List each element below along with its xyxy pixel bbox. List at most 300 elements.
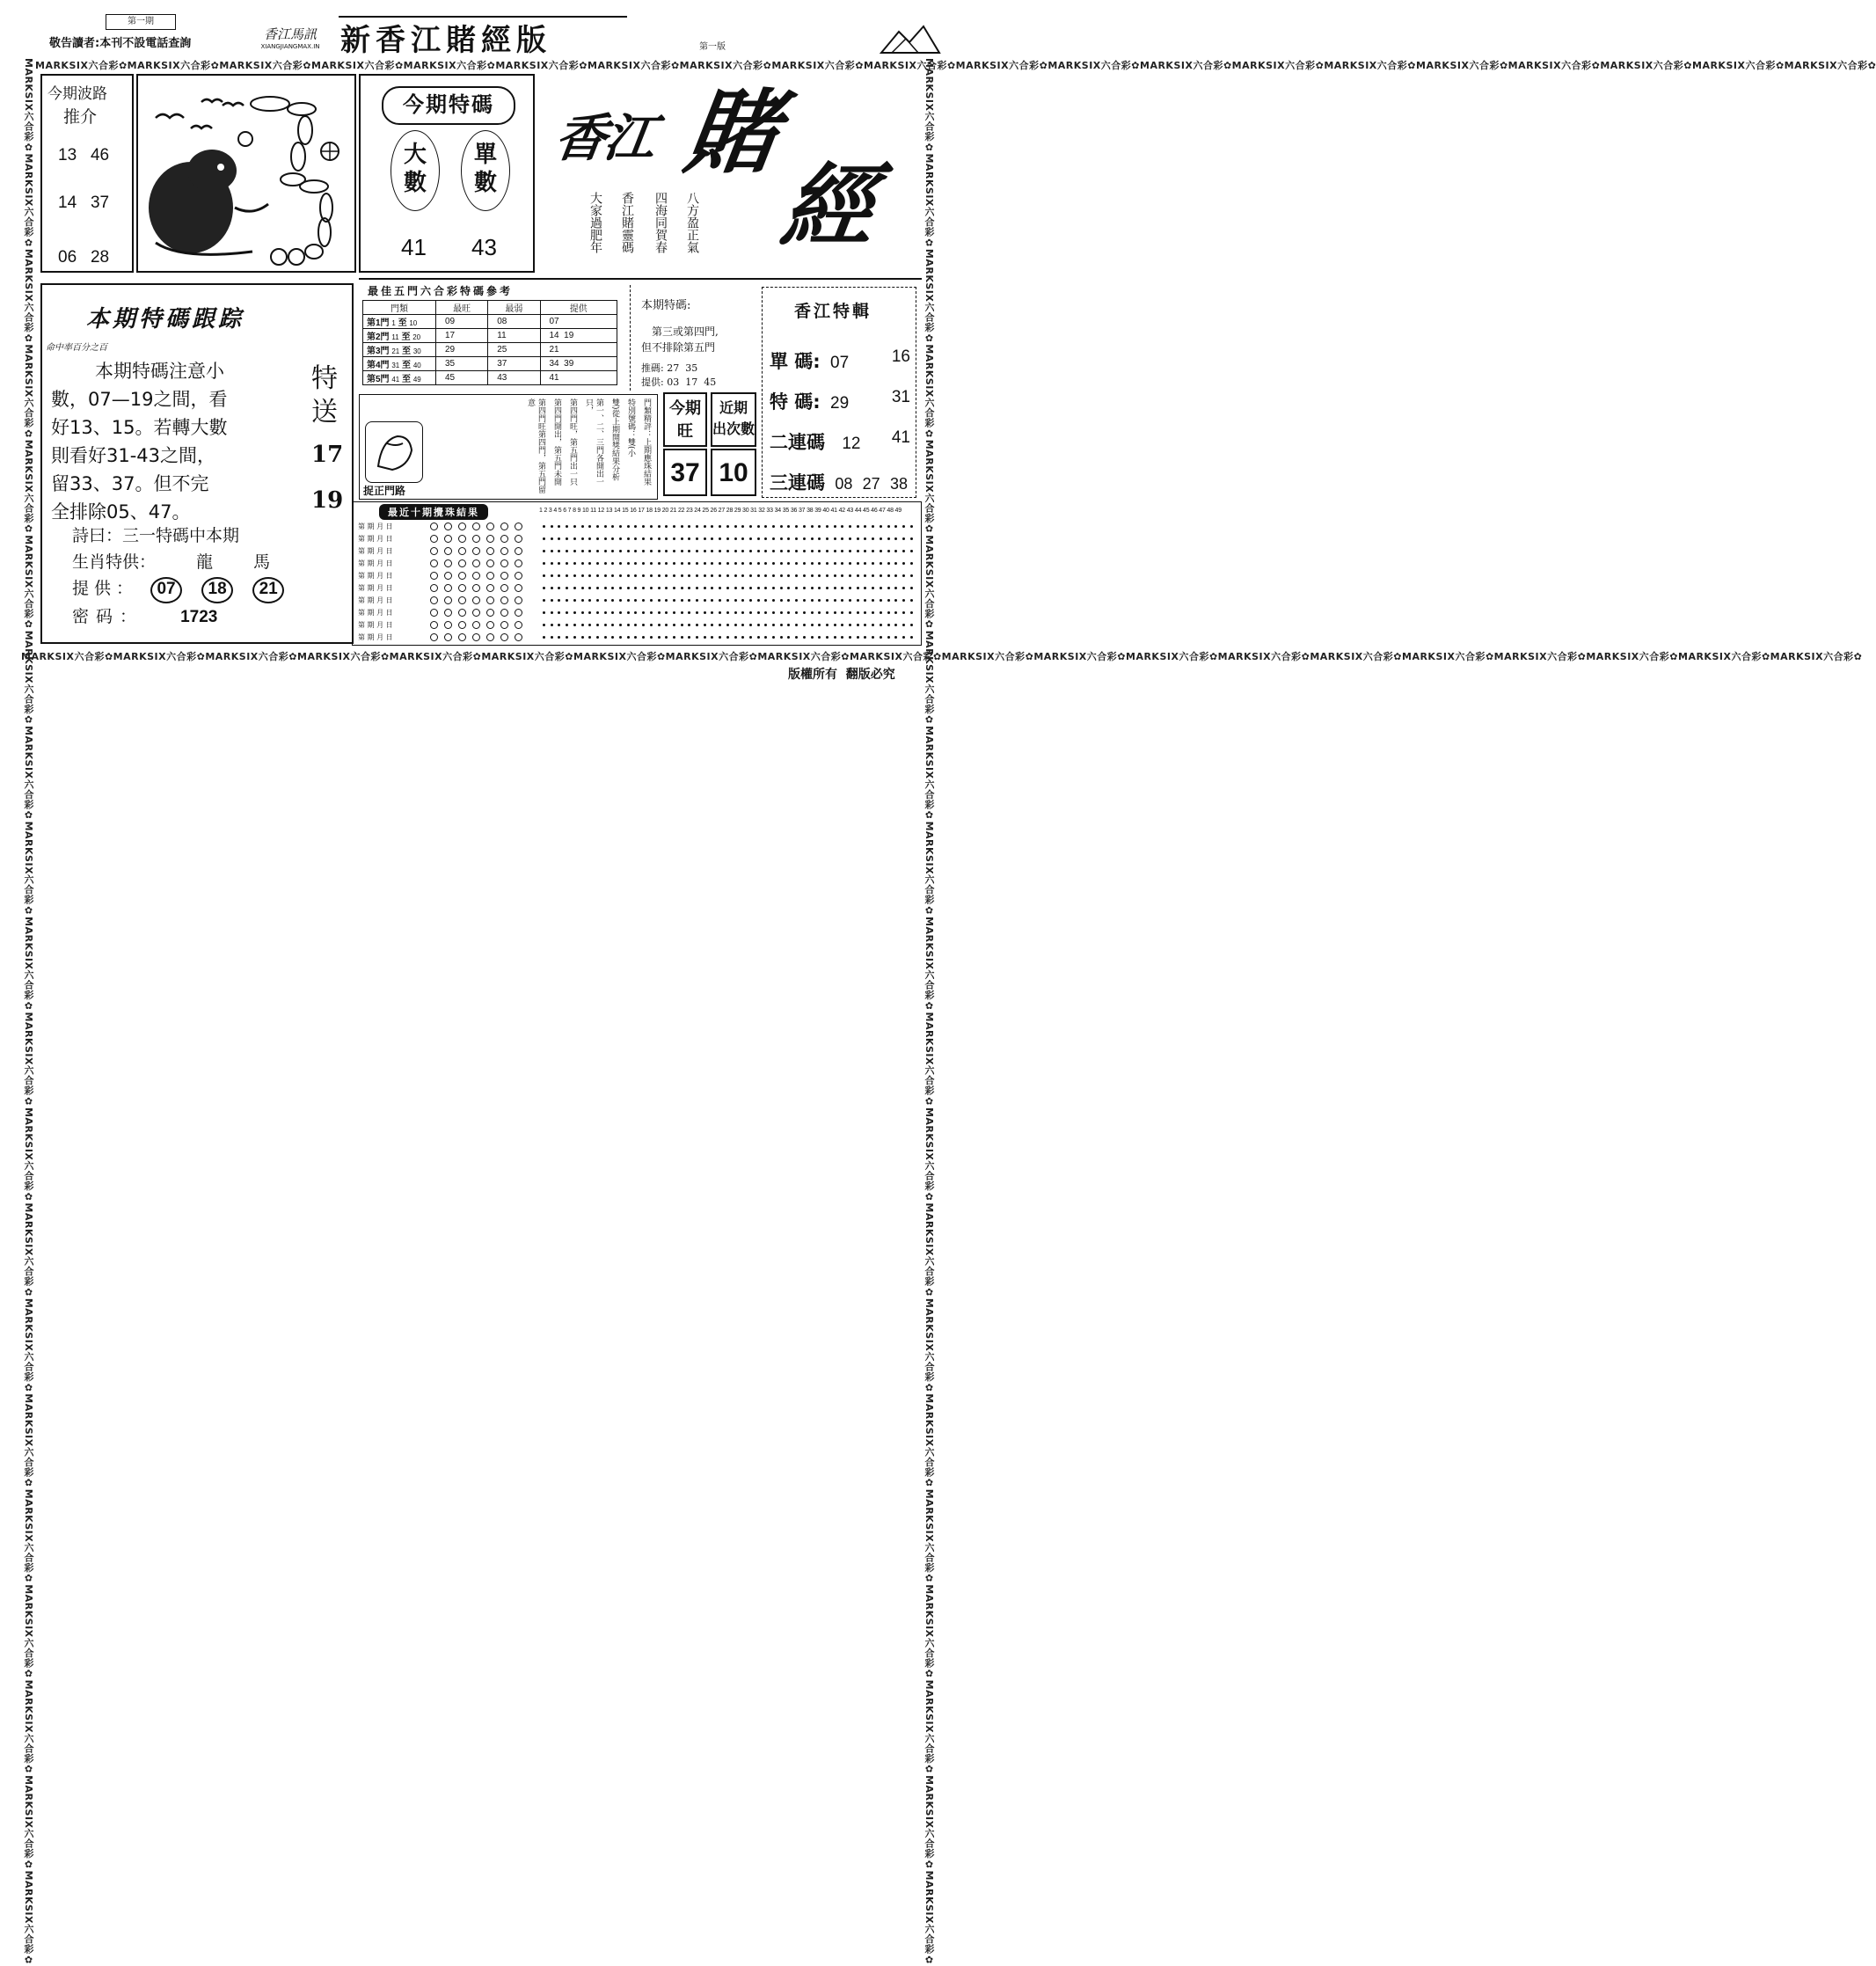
grid-dot (780, 550, 783, 552)
grid-dot (619, 636, 622, 639)
ball-ring (458, 523, 466, 530)
grid-dot (818, 574, 821, 577)
grid-dot (841, 525, 843, 528)
grid-dot (764, 587, 767, 589)
record-row-label: 第 期 月 日 (358, 559, 393, 567)
grid-dot (681, 537, 683, 540)
grid-dot (581, 624, 584, 626)
grid-dot (588, 611, 591, 614)
grid-dot (627, 574, 630, 577)
special-edition-panel (762, 287, 916, 498)
grid-dot (665, 537, 668, 540)
ball-ring (500, 559, 508, 567)
ball-ring (430, 596, 438, 604)
grid-dot (749, 574, 752, 577)
grid-dot (764, 550, 767, 552)
grid-dot (726, 599, 729, 602)
grid-dot (880, 562, 882, 565)
grid-dot (604, 574, 607, 577)
grid-dot (696, 636, 698, 639)
track-line: 全排除05、47。 (51, 501, 191, 523)
grid-dot (696, 599, 698, 602)
grid-dot (551, 599, 553, 602)
track-body (51, 357, 315, 526)
grid-dot (872, 574, 874, 577)
grid-dot (826, 562, 829, 565)
grid-dot (734, 525, 737, 528)
grid-dot (634, 611, 637, 614)
grid-dot (902, 587, 905, 589)
grid-dot (734, 574, 737, 577)
ball-ring (444, 596, 452, 604)
grid-dot (719, 611, 721, 614)
ball-ring (444, 633, 452, 641)
grid-dot (581, 550, 584, 552)
record-row-label: 第 期 月 日 (358, 596, 393, 604)
grid-dot (849, 599, 851, 602)
grid-dot (681, 562, 683, 565)
grid-dot (558, 624, 560, 626)
ball-ring (472, 547, 480, 555)
grid-dot (642, 550, 645, 552)
grid-dot (681, 611, 683, 614)
ball-ring (430, 523, 438, 530)
grid-dot (864, 562, 866, 565)
grid-dot (688, 537, 690, 540)
grid-dot (902, 599, 905, 602)
grid-dot (749, 537, 752, 540)
ball-ring (515, 609, 522, 617)
grid-dot (734, 599, 737, 602)
col-header: 提供 (540, 301, 617, 315)
grid-dot (719, 587, 721, 589)
grid-dot (673, 574, 675, 577)
grid-dot (696, 562, 698, 565)
grid-dot (795, 550, 798, 552)
wave-row-2: 14 37 (58, 194, 110, 212)
grid-dot (619, 611, 622, 614)
ball-ring (458, 621, 466, 629)
grid-dot (787, 611, 790, 614)
brand-url: XIANGJIANGMAX.IN (260, 43, 320, 50)
ball-ring (430, 633, 438, 641)
ball-ring (458, 609, 466, 617)
grid-dot (711, 587, 713, 589)
grid-dot (543, 537, 545, 540)
grid-dot (795, 611, 798, 614)
grid-dot (795, 599, 798, 602)
grid-dot (673, 587, 675, 589)
grid-dot (688, 599, 690, 602)
divider-line (359, 278, 922, 280)
grid-dot (650, 537, 653, 540)
period-special-line: 第三或第四門, (652, 325, 719, 338)
ball-ring (430, 535, 438, 543)
grid-dot (902, 550, 905, 552)
grid-dot (887, 537, 890, 540)
grid-dot (864, 599, 866, 602)
grid-dot (581, 537, 584, 540)
grid-dot (749, 611, 752, 614)
odd-number-value: 43 (471, 234, 497, 260)
grid-dot (650, 611, 653, 614)
grid-dot (857, 599, 859, 602)
grid-dot (734, 587, 737, 589)
grid-dot (787, 636, 790, 639)
grid-dot (588, 599, 591, 602)
grid-dot (627, 550, 630, 552)
grid-dot (627, 537, 630, 540)
grid-dot (681, 599, 683, 602)
ball-ring (500, 633, 508, 641)
odd-number-label: 單數 (473, 142, 497, 196)
grid-dot (787, 562, 790, 565)
grid-dot (864, 611, 866, 614)
grid-dot (696, 611, 698, 614)
ball-ring (486, 547, 494, 555)
grid-dot (551, 624, 553, 626)
grid-dot (780, 624, 783, 626)
grid-dot (910, 550, 913, 552)
appear-count-label-box: 近期 出次數 (711, 392, 756, 447)
grid-dot (581, 562, 584, 565)
ball-ring (430, 559, 438, 567)
grid-dot (604, 525, 607, 528)
big-number-value: 41 (401, 234, 427, 260)
grid-dot (634, 599, 637, 602)
ball-ring (515, 621, 522, 629)
grid-dot (619, 562, 622, 565)
ball-ring (430, 584, 438, 592)
grid-dot (772, 611, 775, 614)
track-panel (40, 283, 354, 644)
grid-dot (658, 562, 661, 565)
grid-dot (634, 562, 637, 565)
period-special-panel (630, 285, 761, 391)
grid-dot (726, 525, 729, 528)
banner-poem-1: 大家過肥年 (588, 192, 602, 253)
grid-dot (719, 599, 721, 602)
grid-dot (894, 537, 897, 540)
grid-dot (573, 587, 576, 589)
grid-dot (818, 537, 821, 540)
grid-dot (887, 624, 890, 626)
grid-dot (650, 550, 653, 552)
grid-dot (841, 587, 843, 589)
table-row: 第4門 31 至 40 35 37 34 39 (363, 357, 617, 371)
grid-dot (573, 562, 576, 565)
grid-dot (818, 587, 821, 589)
grid-dot (780, 537, 783, 540)
grid-dot (780, 574, 783, 577)
grid-dot (658, 550, 661, 552)
period-special-tou: 推碼: 27 35 (641, 362, 698, 374)
grid-dot (887, 525, 890, 528)
track-side-num-2: 19 (311, 487, 344, 514)
grid-dot (634, 537, 637, 540)
grid-dot (634, 525, 637, 528)
grid-dot (596, 624, 599, 626)
banner-title-part-3: 經 (775, 152, 882, 260)
grid-dot (551, 636, 553, 639)
grid-dot (551, 537, 553, 540)
supply-num: 21 (252, 577, 284, 603)
grid-dot (857, 562, 859, 565)
grid-dot (894, 587, 897, 589)
grid-dot (719, 550, 721, 552)
grid-dot (543, 611, 545, 614)
grid-dot (611, 550, 614, 552)
grid-dot (872, 525, 874, 528)
grid-dot (764, 636, 767, 639)
grid-dot (696, 537, 698, 540)
grid-dot (818, 611, 821, 614)
grid-dot (849, 574, 851, 577)
record-rows (353, 518, 537, 645)
grid-dot (650, 525, 653, 528)
grid-dot (826, 550, 829, 552)
grid-dot (566, 562, 568, 565)
grid-dot (658, 611, 661, 614)
grid-dot (849, 525, 851, 528)
grid-dot (551, 574, 553, 577)
grid-dot (857, 550, 859, 552)
grid-dot (566, 624, 568, 626)
track-side-num-1: 17 (311, 442, 344, 468)
grid-dot (688, 550, 690, 552)
special-code-panel (359, 74, 535, 273)
grid-dot (887, 611, 890, 614)
ball-ring (458, 633, 466, 641)
ball-ring (472, 609, 480, 617)
grid-dot (757, 525, 760, 528)
grid-dot (757, 599, 760, 602)
grid-dot (734, 611, 737, 614)
record-dot-grid (539, 518, 919, 645)
grid-dot (726, 550, 729, 552)
illustration-panel (136, 74, 356, 273)
grid-dot (551, 562, 553, 565)
track-note: 命中率百分之百 (46, 343, 107, 353)
grid-dot (772, 537, 775, 540)
grid-dot (772, 587, 775, 589)
special-edition-row: 單 碼: 07 16 (770, 347, 910, 372)
ball-ring (486, 621, 494, 629)
ball-ring (458, 572, 466, 580)
grid-dot (596, 537, 599, 540)
ball-ring (500, 523, 508, 530)
grid-dot (757, 636, 760, 639)
ball-ring (500, 621, 508, 629)
grid-dot (834, 624, 836, 626)
grid-dot (611, 562, 614, 565)
gate-road-label: 捉正門路 (363, 485, 406, 497)
grid-dot (780, 636, 783, 639)
grid-dot (558, 599, 560, 602)
grid-dot (543, 624, 545, 626)
grid-dot (658, 636, 661, 639)
grid-dot (719, 537, 721, 540)
grid-dot (688, 636, 690, 639)
grid-dot (734, 636, 737, 639)
grid-dot (596, 525, 599, 528)
ball-ring (472, 596, 480, 604)
grid-dot (764, 537, 767, 540)
ball-ring (458, 584, 466, 592)
ball-ring (444, 559, 452, 567)
grid-dot (826, 574, 829, 577)
grid-dot (558, 611, 560, 614)
grid-dot (795, 636, 798, 639)
grid-dot (642, 587, 645, 589)
grid-dot (841, 599, 843, 602)
grid-dot (787, 587, 790, 589)
grid-dot (665, 599, 668, 602)
grid-dot (803, 624, 806, 626)
wave-row-3: 06 28 (58, 248, 110, 267)
grid-dot (665, 611, 668, 614)
grid-dot (803, 562, 806, 565)
grid-dot (619, 624, 622, 626)
ball-ring (515, 584, 522, 592)
grid-dot (619, 599, 622, 602)
grid-dot (551, 525, 553, 528)
grid-dot (910, 537, 913, 540)
grid-dot (566, 537, 568, 540)
grid-dot (849, 550, 851, 552)
grid-dot (811, 611, 814, 614)
grid-dot (642, 562, 645, 565)
grid-dot (642, 574, 645, 577)
grid-dot (826, 525, 829, 528)
special-title-box: 今期特碼 (382, 86, 515, 125)
grid-dot (543, 525, 545, 528)
grid-dot (887, 550, 890, 552)
grid-dot (558, 550, 560, 552)
grid-dot (573, 599, 576, 602)
grid-dot (834, 562, 836, 565)
grid-dot (634, 636, 637, 639)
grid-dot (780, 611, 783, 614)
banner-poem-2: 香江賭靈碼 (620, 192, 634, 253)
grid-dot (818, 550, 821, 552)
grid-dot (650, 599, 653, 602)
grid-dot (581, 525, 584, 528)
grid-dot (826, 587, 829, 589)
grid-dot (726, 587, 729, 589)
grid-dot (558, 562, 560, 565)
col-header: 最弱 (488, 301, 540, 315)
grid-dot (741, 636, 744, 639)
grid-dot (673, 550, 675, 552)
grid-dot (543, 562, 545, 565)
grid-dot (588, 624, 591, 626)
ball-ring (472, 572, 480, 580)
grid-dot (696, 574, 698, 577)
ball-ring (444, 621, 452, 629)
gate-table-header (363, 301, 617, 315)
grid-dot (665, 624, 668, 626)
grid-dot (596, 574, 599, 577)
grid-dot (611, 537, 614, 540)
grid-dot (611, 611, 614, 614)
supply-num: 07 (150, 577, 182, 603)
grid-dot (566, 525, 568, 528)
grid-dot (834, 537, 836, 540)
table-row: 第3門 21 至 30 29 25 21 (363, 343, 617, 357)
grid-dot (834, 636, 836, 639)
grid-dot (581, 587, 584, 589)
ball-ring (458, 535, 466, 543)
grid-dot (611, 587, 614, 589)
hot-period-label-box: 今期 旺 (663, 392, 707, 447)
ball-ring (444, 547, 452, 555)
grid-dot (704, 611, 706, 614)
grid-dot (604, 537, 607, 540)
grid-dot (619, 525, 622, 528)
grid-dot (741, 525, 744, 528)
grid-dot (872, 599, 874, 602)
ball-ring (500, 584, 508, 592)
grid-dot (880, 611, 882, 614)
ball-ring (486, 535, 494, 543)
grid-dot (681, 636, 683, 639)
ball-ring (472, 621, 480, 629)
grid-dot (665, 636, 668, 639)
grid-dot (894, 562, 897, 565)
ball-ring (444, 535, 452, 543)
grid-dot (711, 525, 713, 528)
grid-dot (726, 574, 729, 577)
grid-dot (741, 587, 744, 589)
grid-dot (880, 624, 882, 626)
grid-dot (811, 599, 814, 602)
grid-dot (634, 550, 637, 552)
grid-dot (880, 550, 882, 552)
grid-dot (611, 525, 614, 528)
banner-panel (538, 74, 922, 278)
grid-dot (642, 599, 645, 602)
grid-dot (749, 599, 752, 602)
grid-dot (811, 537, 814, 540)
grid-dot (764, 562, 767, 565)
grid-dot (910, 636, 913, 639)
gate-table (362, 300, 617, 385)
table-row: 第1門 1 至 10 09 08 07 (363, 315, 617, 329)
ball-ring (500, 572, 508, 580)
grid-dot (857, 587, 859, 589)
grid-dot (558, 587, 560, 589)
grid-dot (910, 587, 913, 589)
grid-dot (619, 574, 622, 577)
track-line: 本期特碼注意小 (95, 361, 224, 382)
grid-dot (551, 550, 553, 552)
grid-dot (726, 537, 729, 540)
grid-dot (711, 636, 713, 639)
code-row (72, 603, 217, 627)
grid-dot (772, 636, 775, 639)
grid-dot (834, 611, 836, 614)
notice-text: 敬告讀者:本刊不設電話查詢 (49, 37, 192, 50)
grid-dot (719, 624, 721, 626)
grid-dot (665, 550, 668, 552)
grid-dot (902, 574, 905, 577)
grid-dot (704, 636, 706, 639)
table-row: 第5門 41 至 49 45 43 41 (363, 371, 617, 385)
grid-dot (581, 611, 584, 614)
grid-dot (627, 636, 630, 639)
grid-dot (704, 562, 706, 565)
